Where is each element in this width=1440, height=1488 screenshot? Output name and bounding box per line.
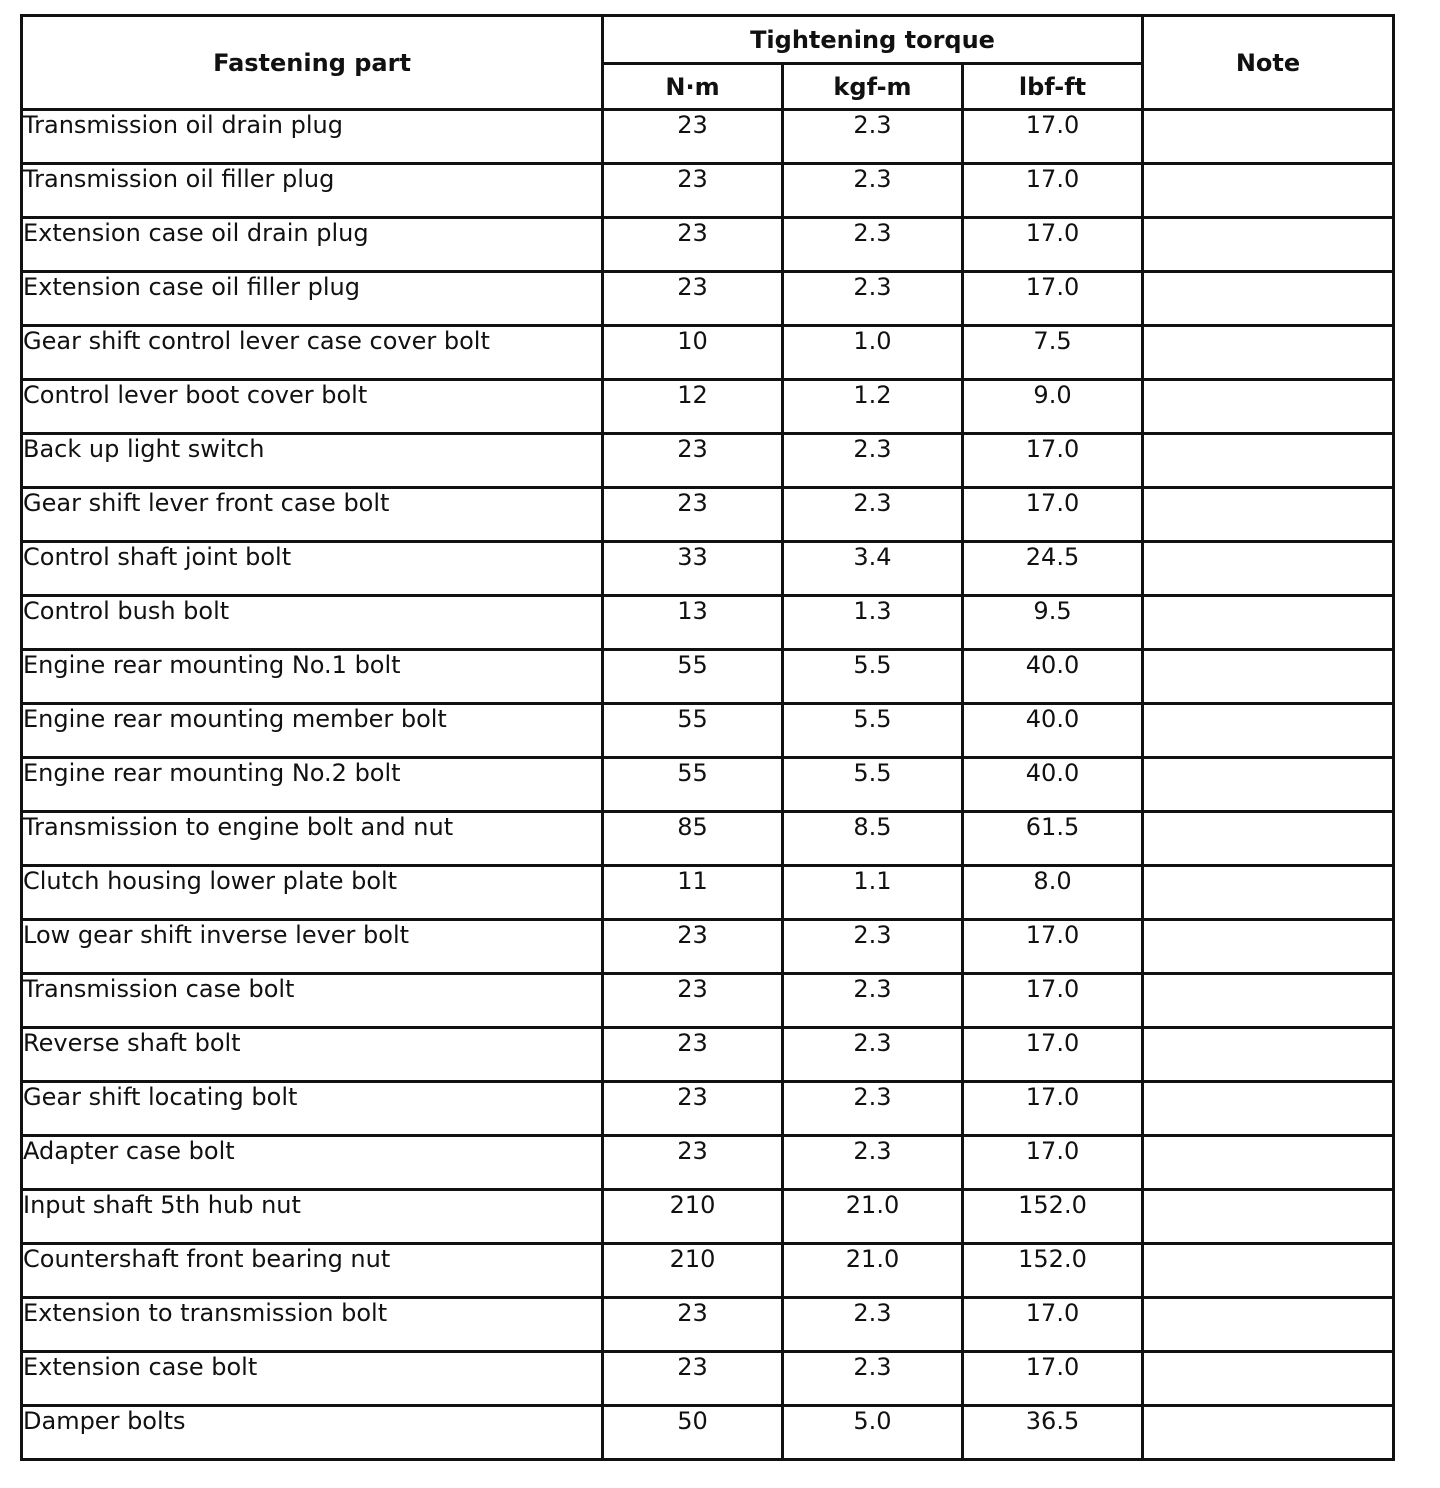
torque-nm-cell: 55 (603, 704, 783, 758)
torque-lbf-cell: 17.0 (963, 164, 1143, 218)
torque-nm-cell: 23 (603, 1352, 783, 1406)
note-cell (1143, 1082, 1394, 1136)
note-cell (1143, 1136, 1394, 1190)
note-cell (1143, 488, 1394, 542)
torque-nm-cell: 55 (603, 650, 783, 704)
note-cell (1143, 326, 1394, 380)
note-cell (1143, 1298, 1394, 1352)
torque-nm-cell: 23 (603, 488, 783, 542)
fastening-part-cell: Gear shift locating bolt (22, 1082, 603, 1136)
table-row (22, 866, 1394, 920)
torque-nm-cell: 33 (603, 542, 783, 596)
torque-kgf-cell: 2.3 (783, 1352, 963, 1406)
fastening-part-cell: Extension case oil drain plug (22, 218, 603, 272)
note-header: Note (1143, 16, 1394, 110)
table-row (22, 218, 1394, 272)
torque-nm-cell: 23 (603, 1136, 783, 1190)
note-cell (1143, 1190, 1394, 1244)
note-cell (1143, 650, 1394, 704)
torque-nm-cell: 23 (603, 974, 783, 1028)
table-row (22, 812, 1394, 866)
note-cell (1143, 812, 1394, 866)
torque-nm-cell: 23 (603, 110, 783, 164)
fastening-part-cell: Engine rear mounting member bolt (22, 704, 603, 758)
fastening-part-cell: Engine rear mounting No.2 bolt (22, 758, 603, 812)
torque-lbf-cell: 40.0 (963, 650, 1143, 704)
torque-kgf-cell: 2.3 (783, 434, 963, 488)
table-row (22, 1028, 1394, 1082)
torque-kgf-cell: 2.3 (783, 164, 963, 218)
torque-nm-cell: 55 (603, 758, 783, 812)
unit-kgf-header: kgf-m (783, 64, 963, 110)
fastening-part-cell: Transmission oil drain plug (22, 110, 603, 164)
note-cell (1143, 542, 1394, 596)
fastening-part-cell: Reverse shaft bolt (22, 1028, 603, 1082)
torque-kgf-cell: 1.0 (783, 326, 963, 380)
note-cell (1143, 110, 1394, 164)
table-row (22, 974, 1394, 1028)
fastening-part-cell: Clutch housing lower plate bolt (22, 866, 603, 920)
torque-lbf-cell: 152.0 (963, 1190, 1143, 1244)
fastening-part-header: Fastening part (22, 16, 603, 110)
table-row (22, 380, 1394, 434)
table-row (22, 488, 1394, 542)
torque-kgf-cell: 2.3 (783, 974, 963, 1028)
tightening-torque-header: Tightening torque (603, 16, 1143, 64)
torque-lbf-cell: 24.5 (963, 542, 1143, 596)
fastening-part-cell: Countershaft front bearing nut (22, 1244, 603, 1298)
note-cell (1143, 164, 1394, 218)
note-cell (1143, 1352, 1394, 1406)
torque-nm-cell: 23 (603, 218, 783, 272)
torque-nm-cell: 23 (603, 1028, 783, 1082)
torque-lbf-cell: 17.0 (963, 1028, 1143, 1082)
torque-kgf-cell: 2.3 (783, 1136, 963, 1190)
torque-kgf-cell: 21.0 (783, 1190, 963, 1244)
torque-spec-table (20, 14, 1395, 1461)
torque-kgf-cell: 2.3 (783, 218, 963, 272)
torque-kgf-cell: 3.4 (783, 542, 963, 596)
table-row (22, 1136, 1394, 1190)
torque-nm-cell: 210 (603, 1190, 783, 1244)
table-row (22, 326, 1394, 380)
fastening-part-cell: Gear shift lever front case bolt (22, 488, 603, 542)
torque-kgf-cell: 5.5 (783, 758, 963, 812)
fastening-part-cell: Transmission case bolt (22, 974, 603, 1028)
torque-nm-cell: 23 (603, 434, 783, 488)
table-row (22, 1298, 1394, 1352)
torque-lbf-cell: 9.0 (963, 380, 1143, 434)
torque-lbf-cell: 61.5 (963, 812, 1143, 866)
torque-nm-cell: 11 (603, 866, 783, 920)
table-row (22, 704, 1394, 758)
torque-lbf-cell: 40.0 (963, 758, 1143, 812)
table-row (22, 1082, 1394, 1136)
torque-kgf-cell: 5.5 (783, 650, 963, 704)
fastening-part-cell: Gear shift control lever case cover bolt (22, 326, 603, 380)
torque-lbf-cell: 17.0 (963, 110, 1143, 164)
torque-kgf-cell: 2.3 (783, 272, 963, 326)
torque-lbf-cell: 17.0 (963, 488, 1143, 542)
table-row (22, 596, 1394, 650)
fastening-part-cell: Low gear shift inverse lever bolt (22, 920, 603, 974)
fastening-part-cell: Extension case oil filler plug (22, 272, 603, 326)
torque-nm-cell: 23 (603, 1082, 783, 1136)
torque-lbf-cell: 17.0 (963, 1352, 1143, 1406)
torque-lbf-cell: 36.5 (963, 1406, 1143, 1460)
torque-kgf-cell: 2.3 (783, 1082, 963, 1136)
torque-nm-cell: 13 (603, 596, 783, 650)
torque-lbf-cell: 17.0 (963, 218, 1143, 272)
table-row (22, 434, 1394, 488)
torque-nm-cell: 12 (603, 380, 783, 434)
torque-nm-cell: 50 (603, 1406, 783, 1460)
note-cell (1143, 1406, 1394, 1460)
torque-kgf-cell: 8.5 (783, 812, 963, 866)
torque-nm-cell: 23 (603, 272, 783, 326)
note-cell (1143, 218, 1394, 272)
note-cell (1143, 272, 1394, 326)
unit-nm-header: N·m (603, 64, 783, 110)
torque-kgf-cell: 2.3 (783, 110, 963, 164)
note-cell (1143, 434, 1394, 488)
table-row (22, 164, 1394, 218)
torque-lbf-cell: 17.0 (963, 434, 1143, 488)
torque-kgf-cell: 2.3 (783, 488, 963, 542)
torque-lbf-cell: 17.0 (963, 1298, 1143, 1352)
fastening-part-cell: Extension to transmission bolt (22, 1298, 603, 1352)
fastening-part-cell: Control bush bolt (22, 596, 603, 650)
torque-lbf-cell: 17.0 (963, 1082, 1143, 1136)
note-cell (1143, 866, 1394, 920)
fastening-part-cell: Control shaft joint bolt (22, 542, 603, 596)
torque-lbf-cell: 17.0 (963, 974, 1143, 1028)
torque-nm-cell: 210 (603, 1244, 783, 1298)
table-row (22, 542, 1394, 596)
table-body (22, 110, 1394, 1460)
fastening-part-cell: Extension case bolt (22, 1352, 603, 1406)
torque-nm-cell: 10 (603, 326, 783, 380)
table-row (22, 272, 1394, 326)
torque-kgf-cell: 1.3 (783, 596, 963, 650)
table-row (22, 758, 1394, 812)
note-cell (1143, 920, 1394, 974)
table-row (22, 110, 1394, 164)
fastening-part-cell: Transmission oil filler plug (22, 164, 603, 218)
torque-kgf-cell: 1.1 (783, 866, 963, 920)
fastening-part-cell: Input shaft 5th hub nut (22, 1190, 603, 1244)
fastening-part-cell: Adapter case bolt (22, 1136, 603, 1190)
note-cell (1143, 974, 1394, 1028)
fastening-part-cell: Engine rear mounting No.1 bolt (22, 650, 603, 704)
torque-nm-cell: 23 (603, 1298, 783, 1352)
torque-nm-cell: 85 (603, 812, 783, 866)
note-cell (1143, 1028, 1394, 1082)
note-cell (1143, 704, 1394, 758)
torque-lbf-cell: 17.0 (963, 920, 1143, 974)
torque-kgf-cell: 2.3 (783, 920, 963, 974)
torque-nm-cell: 23 (603, 920, 783, 974)
torque-lbf-cell: 17.0 (963, 1136, 1143, 1190)
table-row (22, 650, 1394, 704)
torque-kgf-cell: 1.2 (783, 380, 963, 434)
torque-lbf-cell: 7.5 (963, 326, 1143, 380)
unit-lbf-header: lbf-ft (963, 64, 1143, 110)
torque-nm-cell: 23 (603, 164, 783, 218)
fastening-part-cell: Back up light switch (22, 434, 603, 488)
torque-lbf-cell: 17.0 (963, 272, 1143, 326)
note-cell (1143, 380, 1394, 434)
table-row (22, 920, 1394, 974)
note-cell (1143, 1244, 1394, 1298)
torque-kgf-cell: 5.5 (783, 704, 963, 758)
torque-kgf-cell: 2.3 (783, 1028, 963, 1082)
note-cell (1143, 758, 1394, 812)
table-row (22, 1190, 1394, 1244)
table-row (22, 1406, 1394, 1460)
table-row (22, 1244, 1394, 1298)
torque-kgf-cell: 5.0 (783, 1406, 963, 1460)
table-header (22, 16, 1394, 110)
fastening-part-cell: Transmission to engine bolt and nut (22, 812, 603, 866)
table-row (22, 1352, 1394, 1406)
torque-lbf-cell: 9.5 (963, 596, 1143, 650)
torque-lbf-cell: 8.0 (963, 866, 1143, 920)
torque-kgf-cell: 21.0 (783, 1244, 963, 1298)
torque-lbf-cell: 152.0 (963, 1244, 1143, 1298)
torque-kgf-cell: 2.3 (783, 1298, 963, 1352)
fastening-part-cell: Damper bolts (22, 1406, 603, 1460)
fastening-part-cell: Control lever boot cover bolt (22, 380, 603, 434)
note-cell (1143, 596, 1394, 650)
torque-lbf-cell: 40.0 (963, 704, 1143, 758)
header-row-top (22, 16, 1394, 64)
